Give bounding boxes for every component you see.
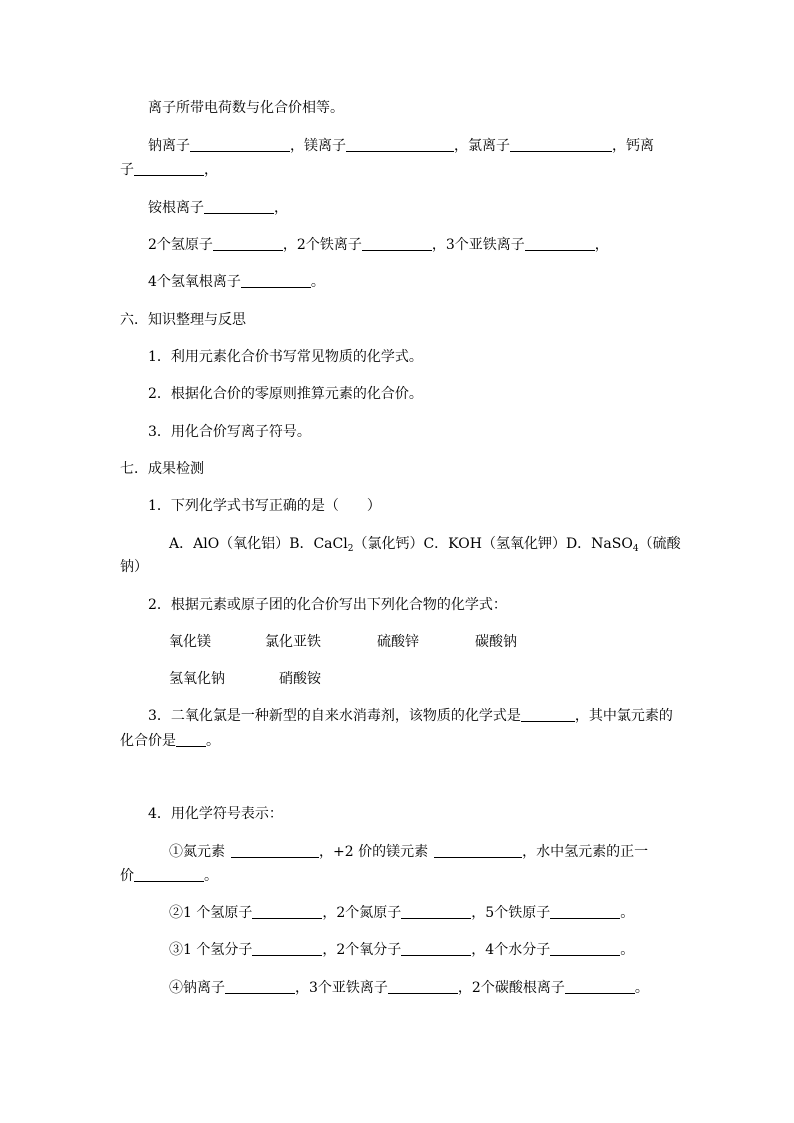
q2-row-1	[169, 632, 729, 652]
section-7-title: 七．成果检测	[120, 461, 204, 477]
q1-options-cont: 钠）	[120, 559, 148, 575]
blank[interactable]	[525, 236, 595, 251]
blank[interactable]	[241, 273, 311, 288]
ions-line-2: 铵根离子 ，	[148, 200, 288, 216]
option-c[interactable]: C．KOH（氢氧化钾）	[423, 536, 566, 552]
blank[interactable]	[401, 941, 471, 956]
blank[interactable]	[550, 904, 620, 919]
q4-line-3: ③1 个氢分子 ，2个氧分子 ，4个水分子 。	[169, 942, 635, 958]
blank[interactable]	[401, 904, 471, 919]
compound-label: 硝酸铵	[279, 671, 321, 687]
compound-label: 氯化亚铁	[265, 634, 321, 650]
q4-stem: 4．用化学符号表示：	[148, 806, 283, 822]
blank[interactable]	[565, 979, 635, 994]
section-6-item: 2．根据化合价的零原则推算元素的化合价。	[148, 386, 423, 402]
compound-label: 氧化镁	[169, 634, 211, 650]
section-6-item: 3．用化合价写离子符号。	[148, 424, 311, 440]
section-6-title: 六．知识整理与反思	[120, 312, 246, 328]
intro-line: 离子所带电荷数与化合价相等。	[148, 100, 344, 116]
blank[interactable]	[346, 137, 454, 152]
q4-line-1-cont: 价 。	[120, 868, 218, 884]
blank[interactable]	[252, 941, 322, 956]
compound-label: 碳酸钠	[475, 634, 517, 650]
q1-stem: 1．下列化学式书写正确的是（ ）	[148, 498, 381, 514]
blank[interactable]	[550, 941, 620, 956]
section-6-item: 1．利用元素化合价书写常见物质的化学式。	[148, 349, 423, 365]
blank[interactable]	[190, 137, 290, 152]
blank[interactable]	[176, 732, 206, 747]
q3-line-1: 3．二氧化氯是一种新型的自来水消毒剂，该物质的化学式是 ，其中氯元素的	[148, 708, 673, 724]
compound-label: 氢氧化钠	[169, 671, 225, 687]
blank[interactable]	[388, 979, 458, 994]
option-d[interactable]: D．NaSO$_4$（硫酸	[565, 536, 681, 554]
blank[interactable]	[252, 904, 322, 919]
blank[interactable]	[134, 161, 204, 176]
blank[interactable]	[510, 137, 612, 152]
q2-row-2	[169, 669, 729, 689]
blank[interactable]	[225, 979, 295, 994]
q3-line-2: 化合价是 。	[120, 733, 220, 749]
option-a[interactable]: A．AlO（氧化铝）	[169, 536, 290, 552]
q1-options	[169, 534, 681, 559]
q2-stem: 2．根据元素或原子团的化合价写出下列化合物的化学式：	[148, 597, 507, 613]
ions-line-3: 2个氢原子 ，2个铁离子 ，3个亚铁离子 ，	[148, 237, 609, 253]
q4-line-4: ④钠离子 ，3个亚铁离子 ，2个碳酸根离子 。	[169, 980, 649, 996]
blank[interactable]	[134, 867, 204, 882]
ions-line-1-cont: 子 ，	[120, 162, 218, 178]
q4-line-2: ②1 个氢原子 ，2个氮原子 ，5个铁原子 。	[169, 905, 635, 921]
blank[interactable]	[204, 199, 274, 214]
blank[interactable]	[231, 843, 319, 858]
blank[interactable]	[213, 236, 283, 251]
compound-label: 硫酸锌	[377, 634, 419, 650]
ions-line-4: 4个氢氧根离子 。	[148, 274, 325, 290]
q4-line-1: ①氮元素 ，+2 价的镁元素 ，水中氢元素的正一	[169, 844, 649, 860]
blank[interactable]	[521, 707, 575, 722]
blank[interactable]	[434, 843, 522, 858]
ions-line-1: 钠离子 ，镁离子 ，氯离子 ，钙离	[148, 138, 654, 154]
option-b[interactable]: B．CaCl$_2$（氯化钙）	[289, 536, 424, 554]
blank[interactable]	[362, 236, 432, 251]
